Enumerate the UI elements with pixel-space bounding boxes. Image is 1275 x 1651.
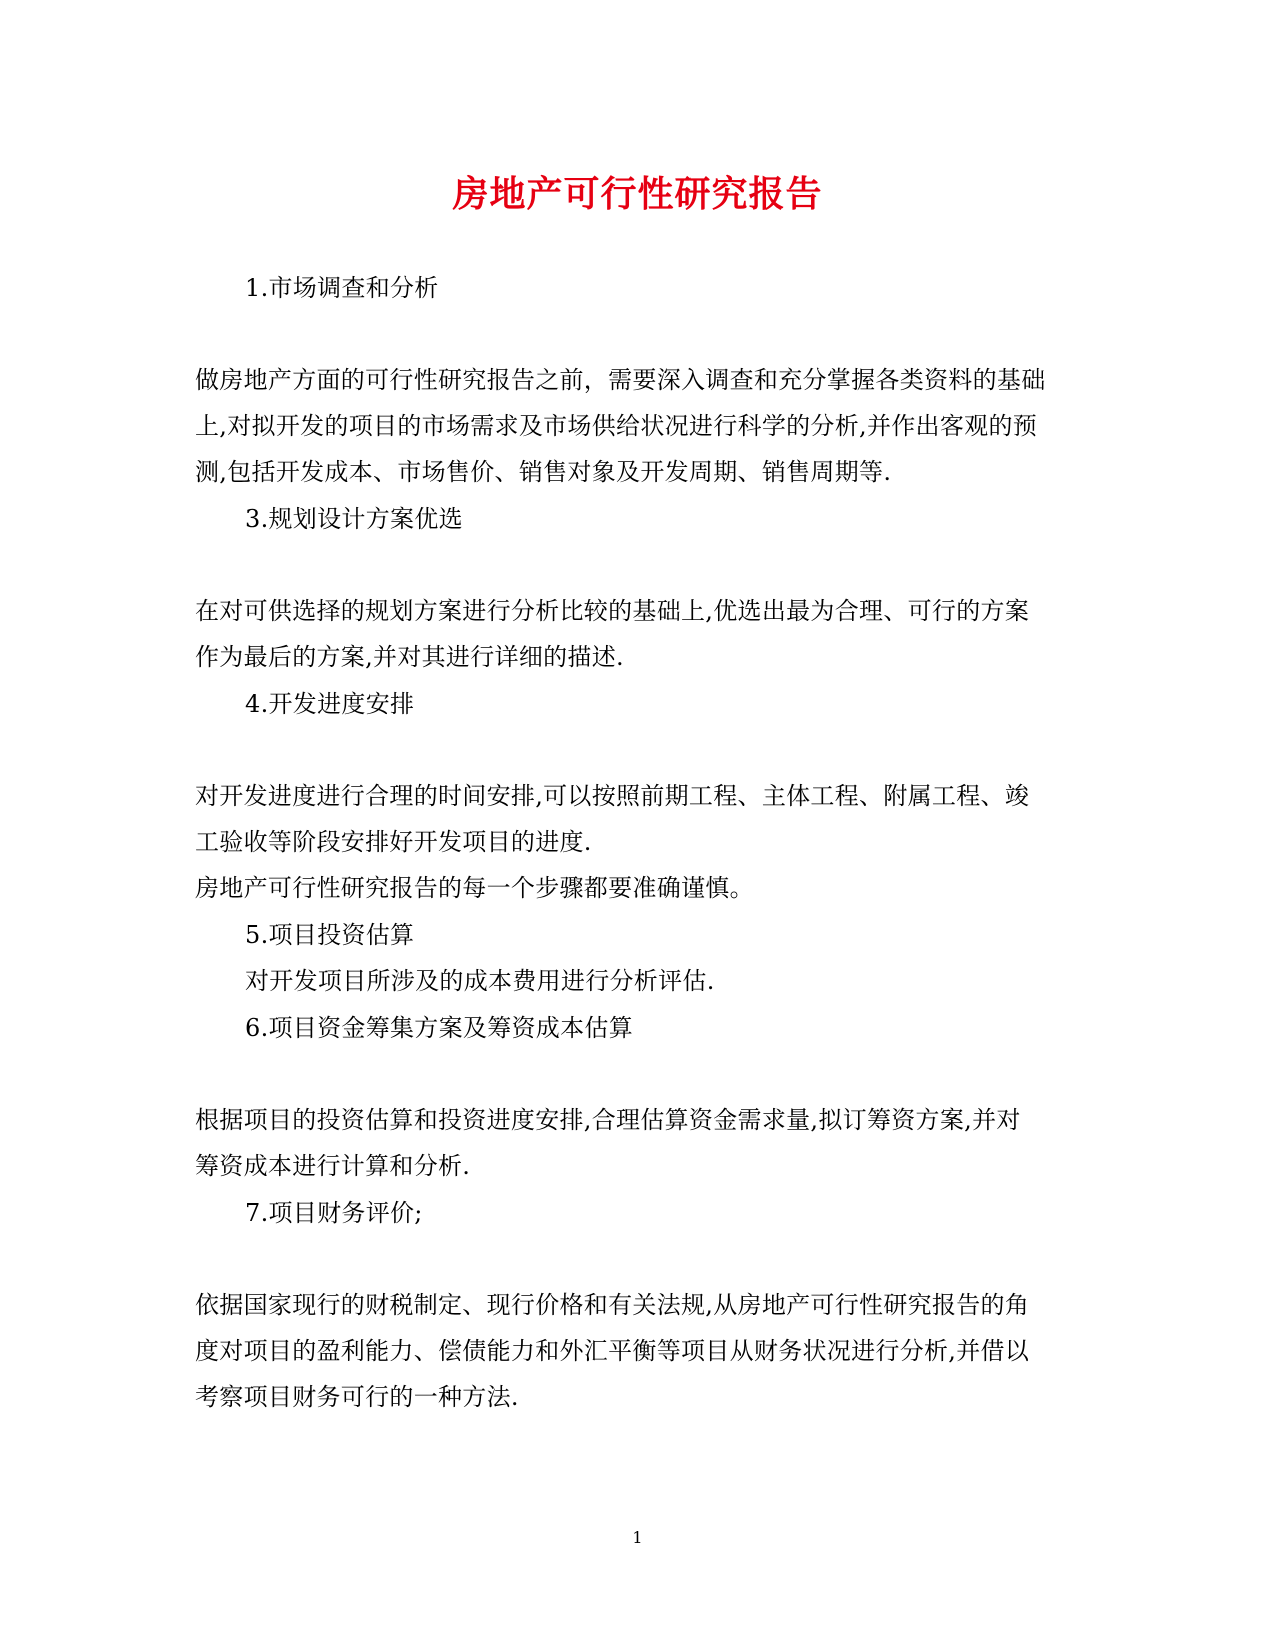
paragraph-line: 考察项目财务可行的一种方法. — [195, 1383, 519, 1411]
paragraph-line: 在对可供选择的规划方案进行分析比较的基础上,优选出最为合理、可行的方案 — [195, 597, 1030, 625]
paragraph-line: 筹资成本进行计算和分析. — [195, 1152, 471, 1180]
paragraph-line: 依据国家现行的财税制定、现行价格和有关法规,从房地产可行性研究报告的角 — [195, 1291, 1030, 1319]
paragraph-line: 根据项目的投资估算和投资进度安排,合理估算资金需求量,拟订筹资方案,并对 — [195, 1106, 1021, 1134]
section-heading-4: 4.开发进度安排 — [245, 690, 415, 718]
paragraph-line: 对开发项目所涉及的成本费用进行分析评估. — [245, 967, 715, 995]
section-heading-6: 6.项目资金筹集方案及筹资成本估算 — [245, 1014, 633, 1042]
section-heading-3: 3.规划设计方案优选 — [245, 505, 463, 533]
paragraph-line: 上,对拟开发的项目的市场需求及市场供给状况进行科学的分析,并作出客观的预 — [195, 412, 1038, 440]
paragraph-line: 作为最后的方案,并对其进行详细的描述. — [195, 643, 624, 671]
section-heading-5: 5.项目投资估算 — [245, 921, 415, 949]
paragraph-line: 房地产可行性研究报告的每一个步骤都要准确谨慎。 — [195, 874, 754, 902]
paragraph-line: 工验收等阶段安排好开发项目的进度. — [195, 828, 592, 856]
paragraph-line: 做房地产方面的可行性研究报告之前，需要深入调查和充分掌握各类资料的基础 — [195, 366, 1046, 394]
document-title: 房地产可行性研究报告 — [452, 173, 823, 215]
paragraph-line: 测,包括开发成本、市场售价、销售对象及开发周期、销售周期等. — [195, 458, 892, 486]
paragraph-line: 度对项目的盈利能力、偿债能力和外汇平衡等项目从财务状况进行分析,并借以 — [195, 1337, 1030, 1365]
section-heading-7: 7.项目财务评价; — [245, 1199, 423, 1227]
page-number: 1 — [632, 1528, 643, 1547]
paragraph-line: 对开发进度进行合理的时间安排,可以按照前期工程、主体工程、附属工程、竣 — [195, 782, 1030, 810]
section-heading-1: 1.市场调查和分析 — [245, 274, 439, 302]
